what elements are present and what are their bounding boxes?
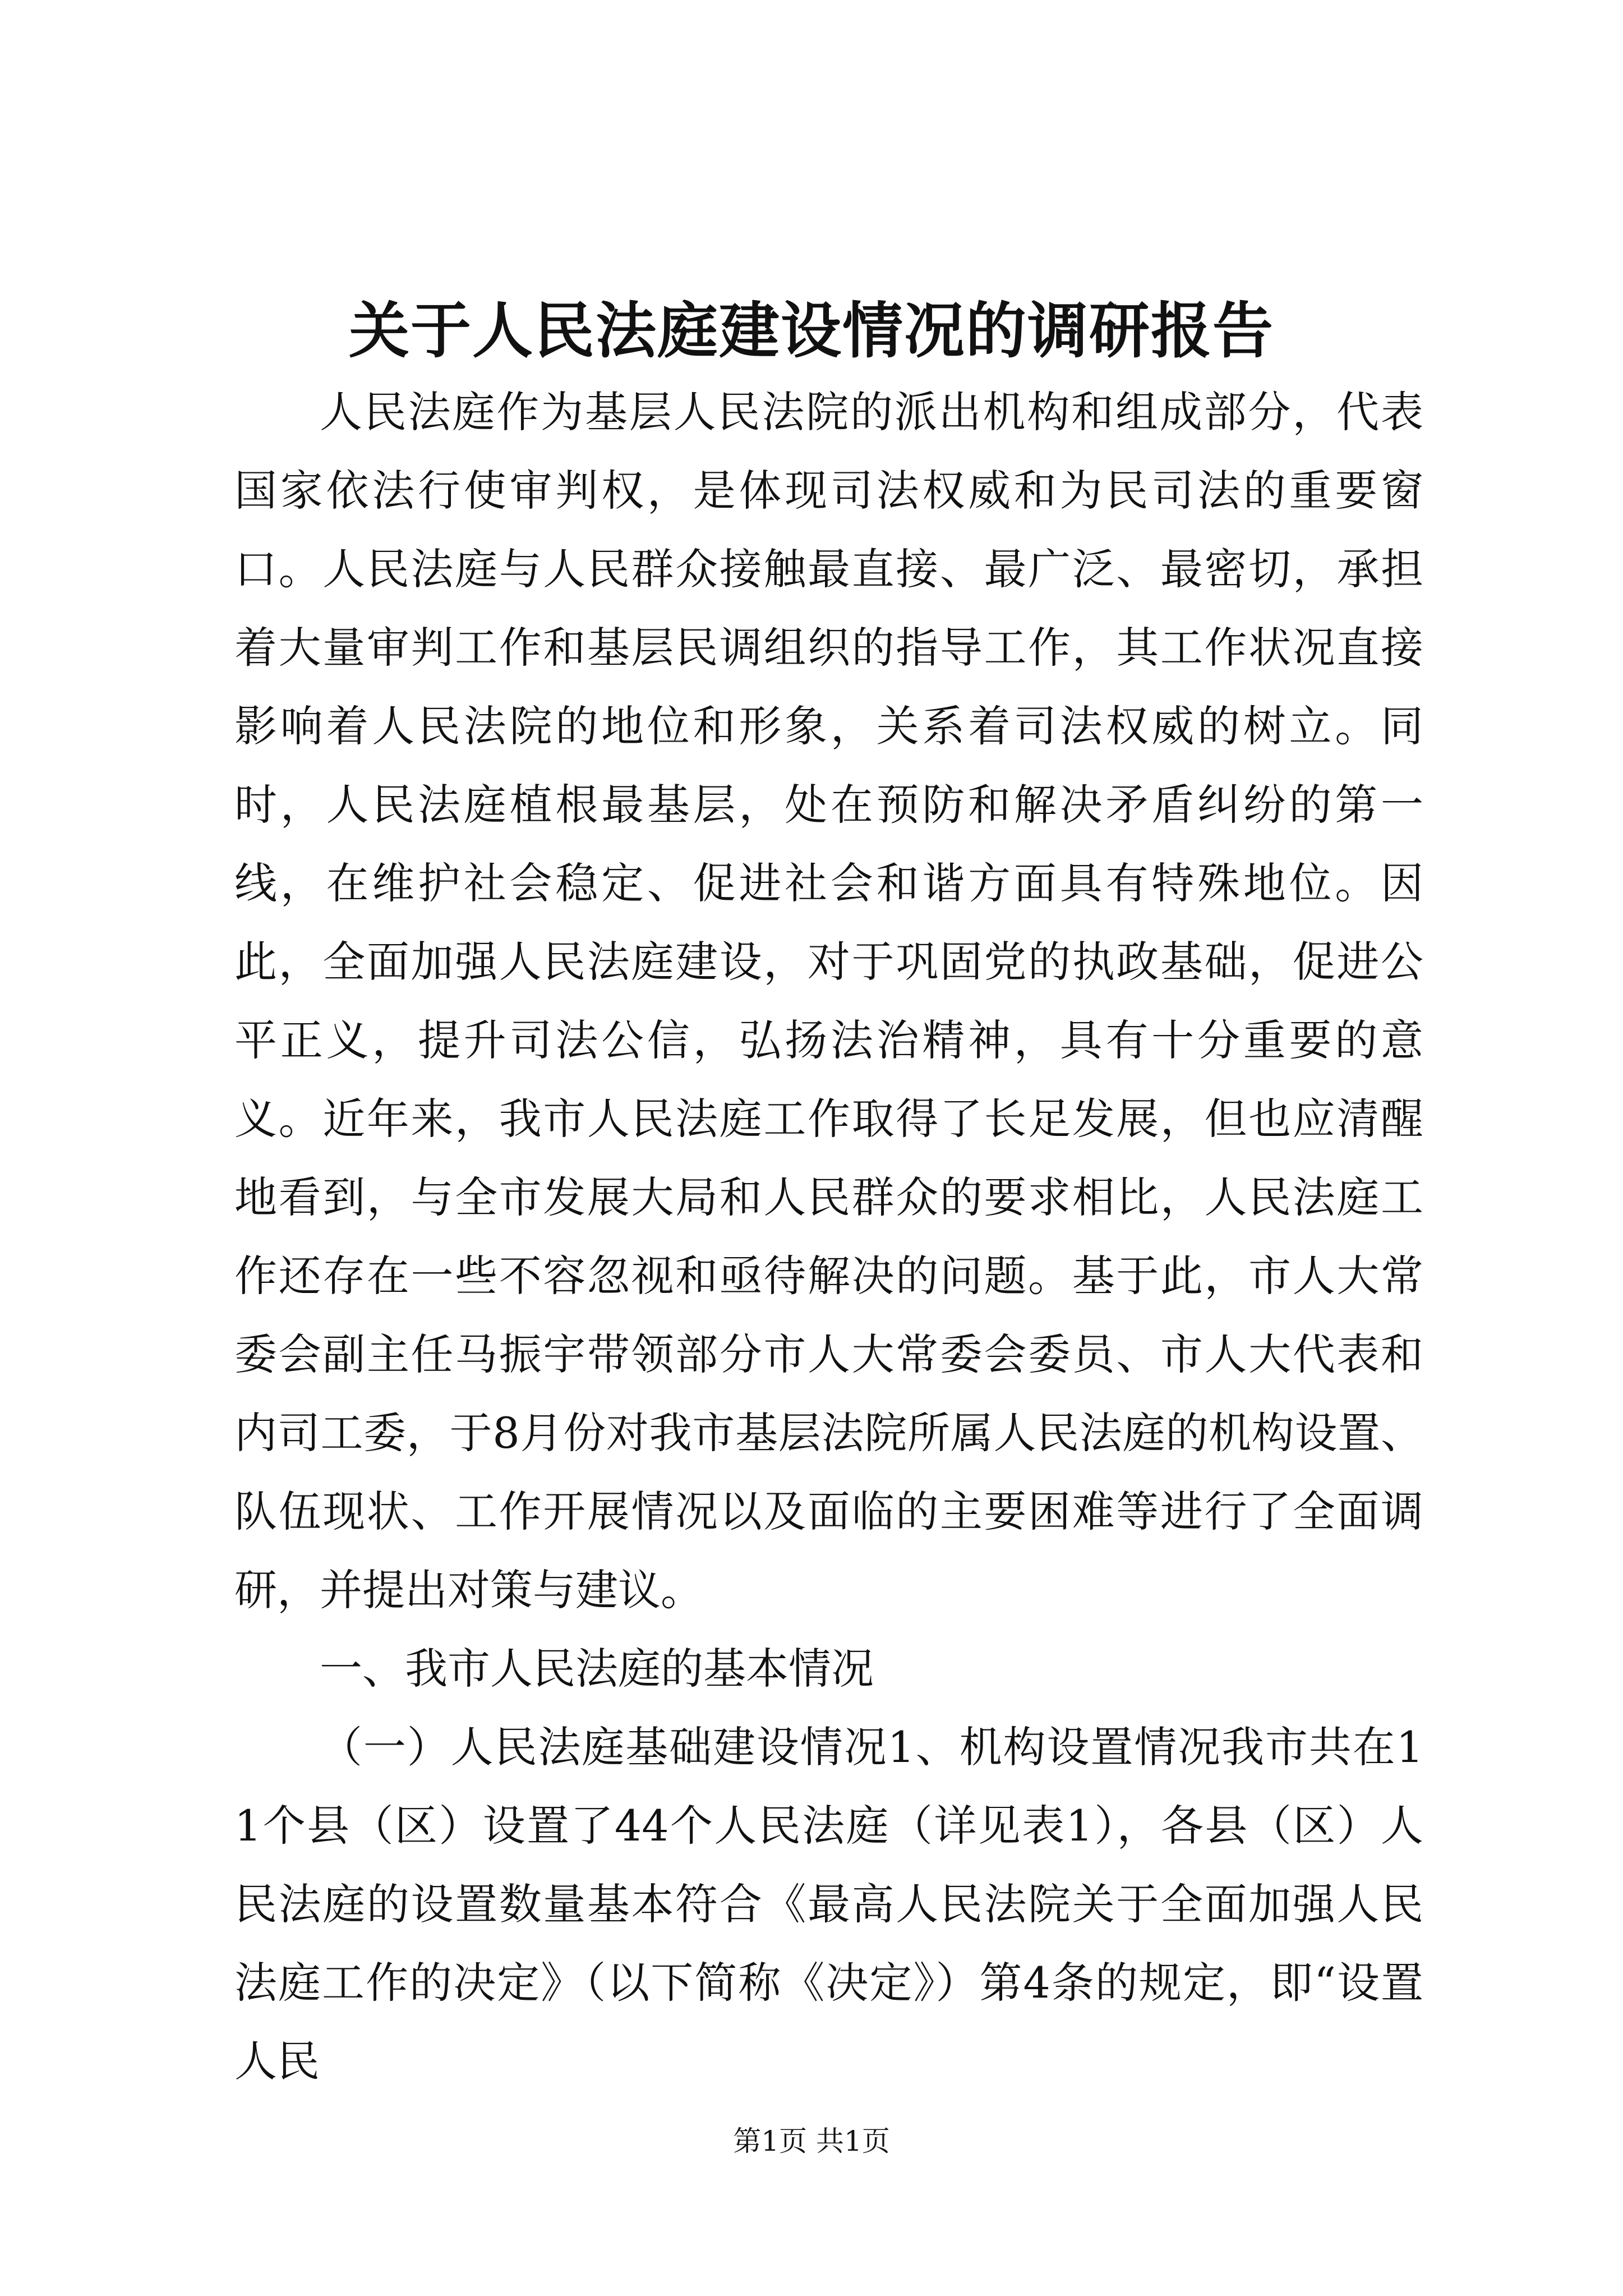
section-heading: 一、我市人民法庭的基本情况 [320, 1644, 874, 1694]
paragraph-intro: 人民法庭作为基层人民法院的派出机构和组成部分，代表国家依法行使审判权，是体现司法权威和为民司法的重要窗口。人民法庭与人民群众接触最直接、最广泛、最密切，承担着大量审判工作和基层民调组织的指导工作，其工作状况直接影响着人民法院的地位和形象，关系着司法权威的树立。同时，人民法庭植根最基层，处在预防和解决矛盾纠纷的第一线，在维护社会稳定、促进社会和谐方面具有特殊地位。因此，全面加强人民法庭建设，对于巩固党的执政基础，促进公平正义，提升司法公信，弘扬法治精神，具有十分重要的意义。近年来，我市人民法庭工作取得了长足发展，但也应清醒地看到，与全市发展大局和人民群众的要求相比，人民法庭工作还存在一些不容忽视和亟待解决的问题。基于此，市人大常委会副主任马振宇带领部分市人大常委会委员、市人大代表和内司工委，于8月份对我市基层法院所属人民法庭的机构设置、队伍现状、工作开展情况以及面临的主要困难等进行了全面调研，并提出对策与建议。 [234, 387, 1423, 1615]
document-body [234, 373, 1423, 2101]
page-footer: 第1页 共1页 [733, 2125, 890, 2157]
paragraph-subsection: （一）人民法庭基础建设情况1、机构设置情况我市共在11个县（区）设置了44个人民法庭（详见表1），各县（区）人民法庭的设置数量基本符合《最高人民法院关于全面加强人民法庭工作的决定》（以下简称《决定》）第4条的规定，即“设置人民 [234, 1722, 1423, 2086]
document-title: 关于人民法庭建设情况的调研报告 [348, 296, 1274, 366]
